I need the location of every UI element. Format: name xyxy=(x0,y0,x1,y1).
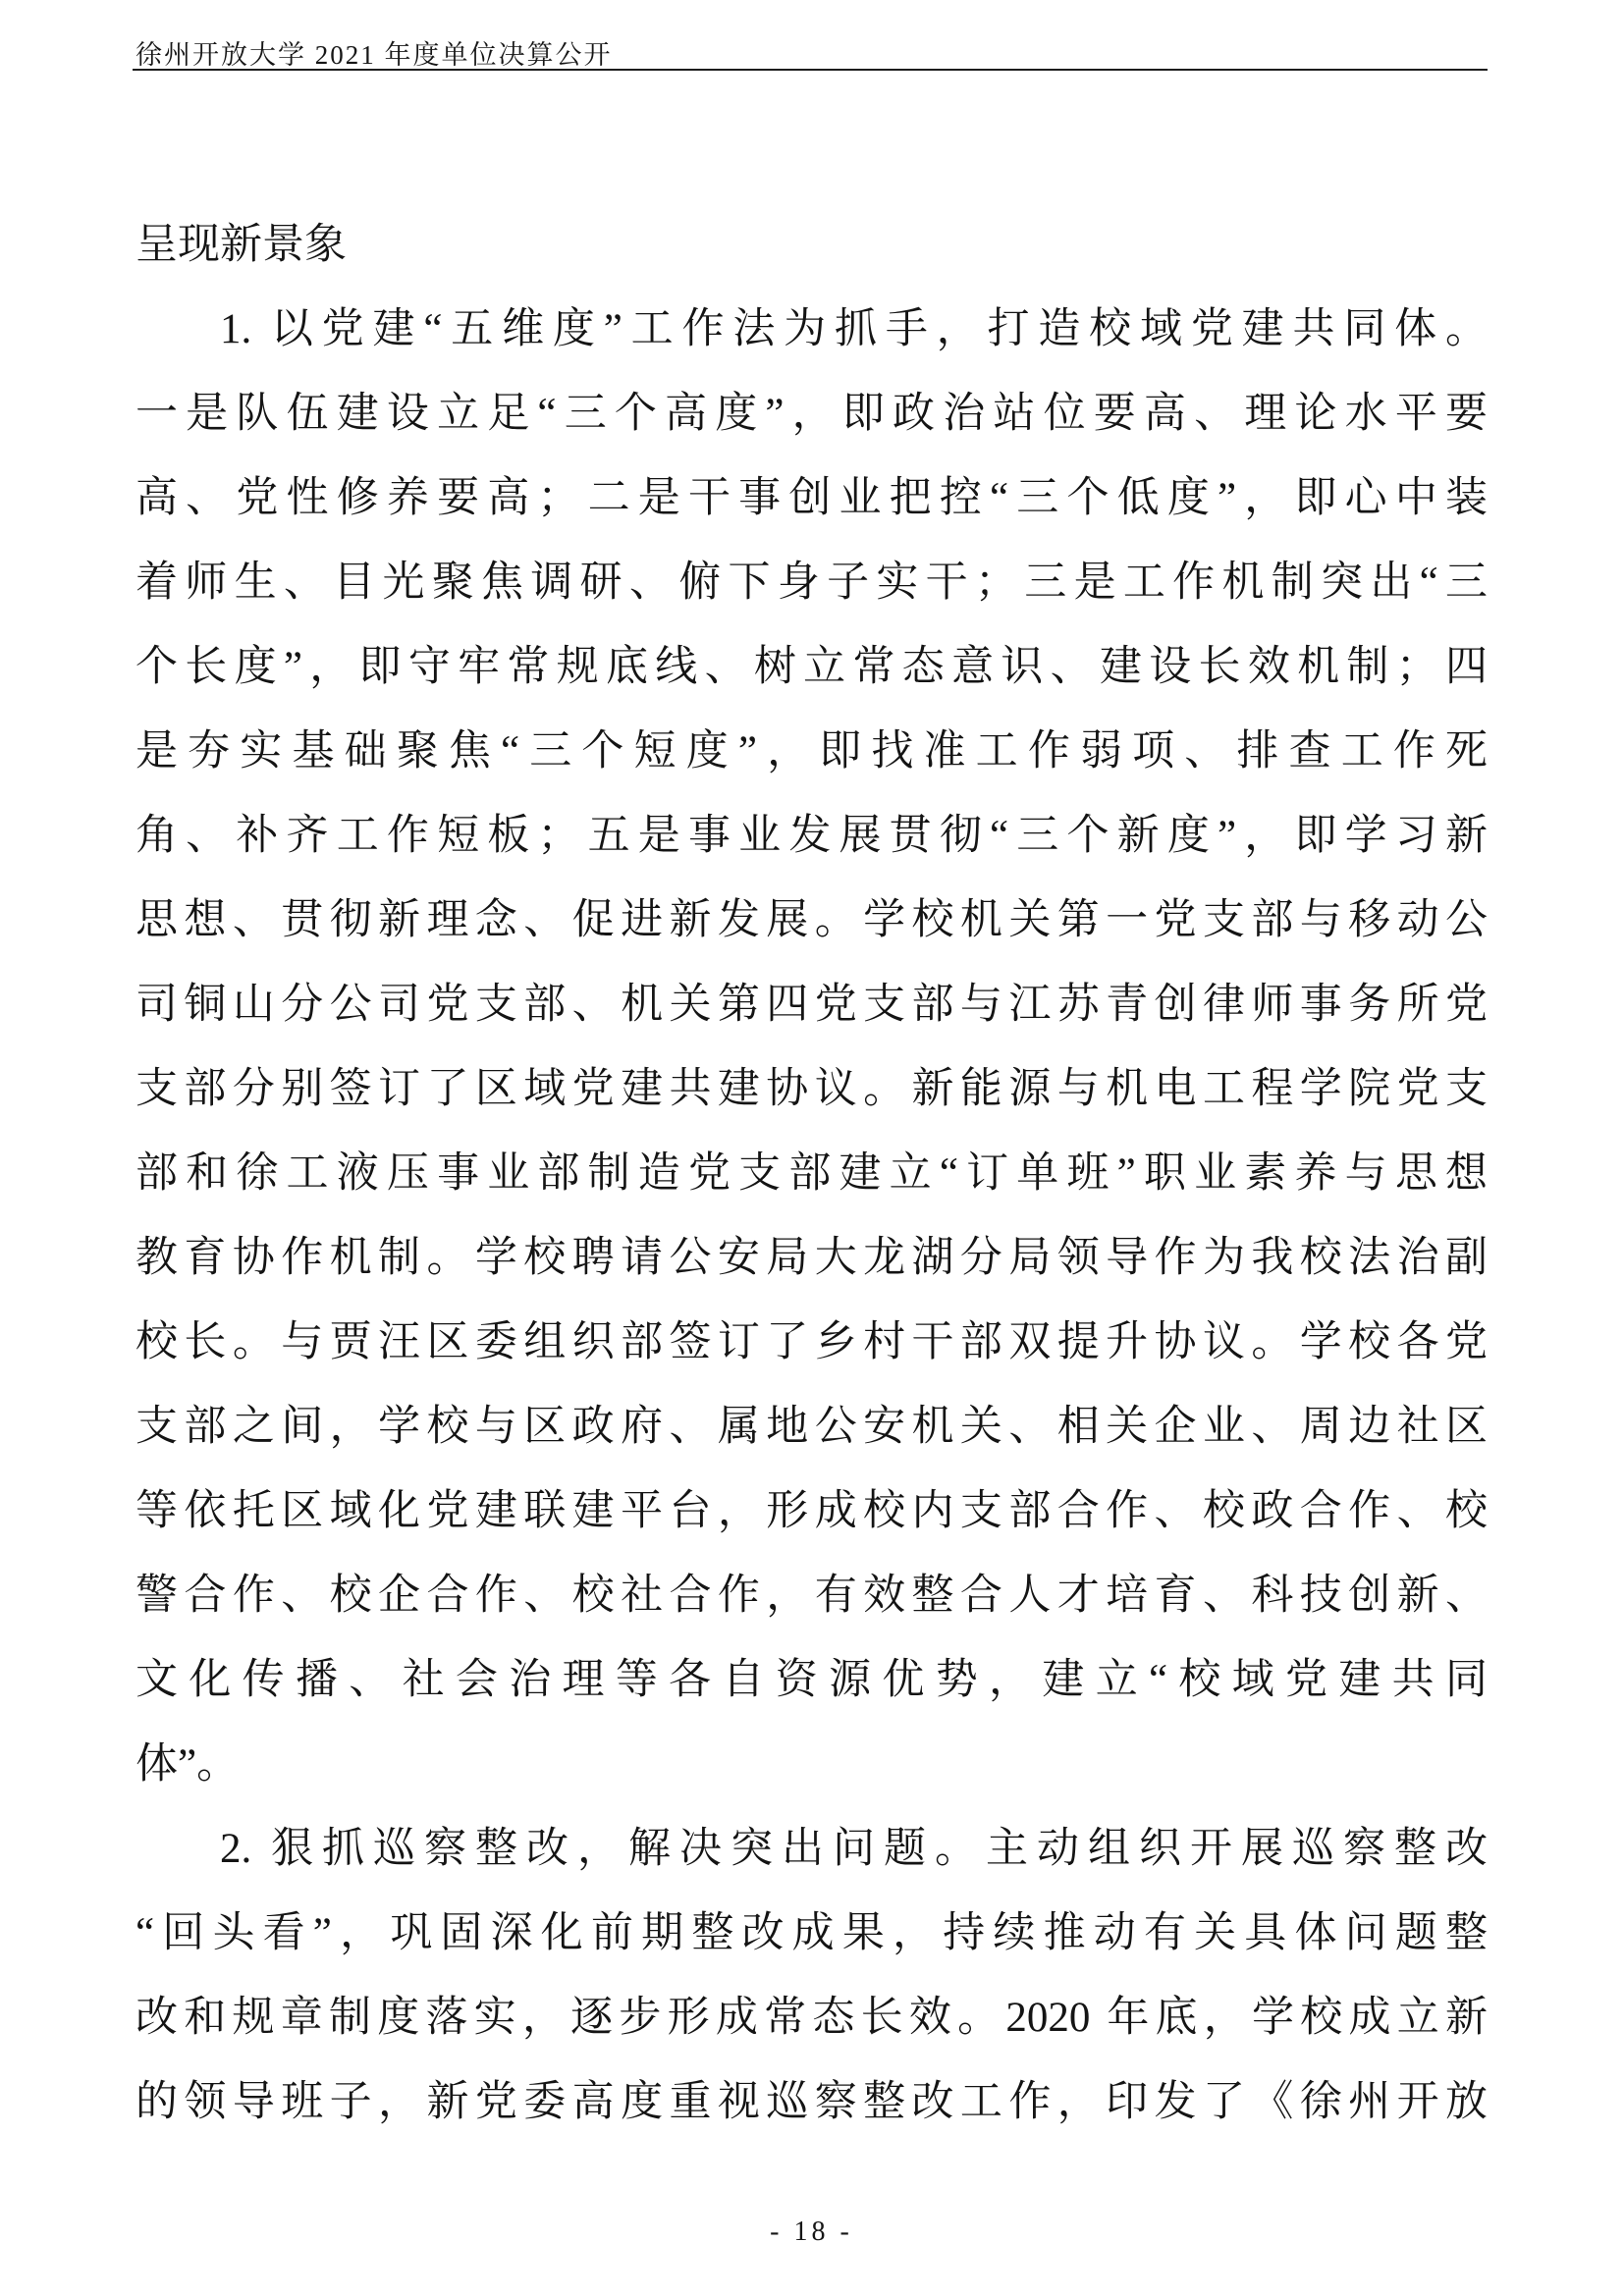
text-line: 司铜山分公司党支部、机关第四党支部与江苏青创律师事务所党 xyxy=(135,982,1488,1028)
text-line: 高、党性修养要高；二是干事创业把控“三个低度”，即心中装 xyxy=(135,475,1488,521)
text-line: 部和徐工液压事业部制造党支部建立“订单班”职业素养与思想 xyxy=(135,1150,1488,1197)
text-line: 1. 以党建“五维度”工作法为抓手，打造校域党建共同体。 xyxy=(220,306,1488,352)
page-number: - 18 - xyxy=(770,2216,853,2247)
text-line: “回头看”，巩固深化前期整改成果，持续推动有关具体问题整 xyxy=(135,1910,1488,1956)
document-body xyxy=(135,203,1488,2145)
text-line: 的领导班子，新党委高度重视巡察整改工作，印发了《徐州开放 xyxy=(135,2079,1488,2125)
text-line: 个长度”，即守牢常规底线、树立常态意识、建设长效机制；四 xyxy=(135,644,1488,690)
text-line: 思想、贯彻新理念、促进新发展。学校机关第一党支部与移动公 xyxy=(135,897,1488,943)
text-line: 呈现新景象 xyxy=(135,222,347,268)
text-line: 支部分别签订了区域党建共建协议。新能源与机电工程学院党支 xyxy=(135,1066,1488,1112)
text-line: 文化传播、社会治理等各自资源优势，建立“校域党建共同 xyxy=(135,1657,1488,1703)
text-line: 改和规章制度落实，逐步形成常态长效。2020 年底，学校成立新 xyxy=(135,1995,1488,2041)
text-line: 等依托区域化党建联建平台，形成校内支部合作、校政合作、校 xyxy=(135,1488,1488,1534)
text-line: 角、补齐工作短板；五是事业发展贯彻“三个新度”，即学习新 xyxy=(135,813,1488,859)
page-footer xyxy=(135,2216,1488,2248)
text-line: 是夯实基础聚焦“三个短度”，即找准工作弱项、排查工作死 xyxy=(135,728,1488,774)
text-line: 校长。与贾汪区委组织部签订了乡村干部双提升协议。学校各党 xyxy=(135,1319,1488,1365)
text-line: 教育协作机制。学校聘请公安局大龙湖分局领导作为我校法治副 xyxy=(135,1235,1488,1281)
text-line: 体”。 xyxy=(135,1741,240,1788)
header-rule xyxy=(133,69,1488,71)
text-line: 2. 狠抓巡察整改，解决突出问题。主动组织开展巡察整改 xyxy=(220,1826,1488,1872)
text-line: 一是队伍建设立足“三个高度”，即政治站位要高、理论水平要 xyxy=(135,391,1488,437)
text-line: 警合作、校企合作、校社合作，有效整合人才培育、科技创新、 xyxy=(135,1573,1488,1619)
page-header-title: 徐州开放大学 2021 年度单位决算公开 xyxy=(135,40,613,70)
text-line: 支部之间，学校与区政府、属地公安机关、相关企业、周边社区 xyxy=(135,1404,1488,1450)
text-line: 着师生、目光聚焦调研、俯下身子实干；三是工作机制突出“三 xyxy=(135,560,1488,606)
